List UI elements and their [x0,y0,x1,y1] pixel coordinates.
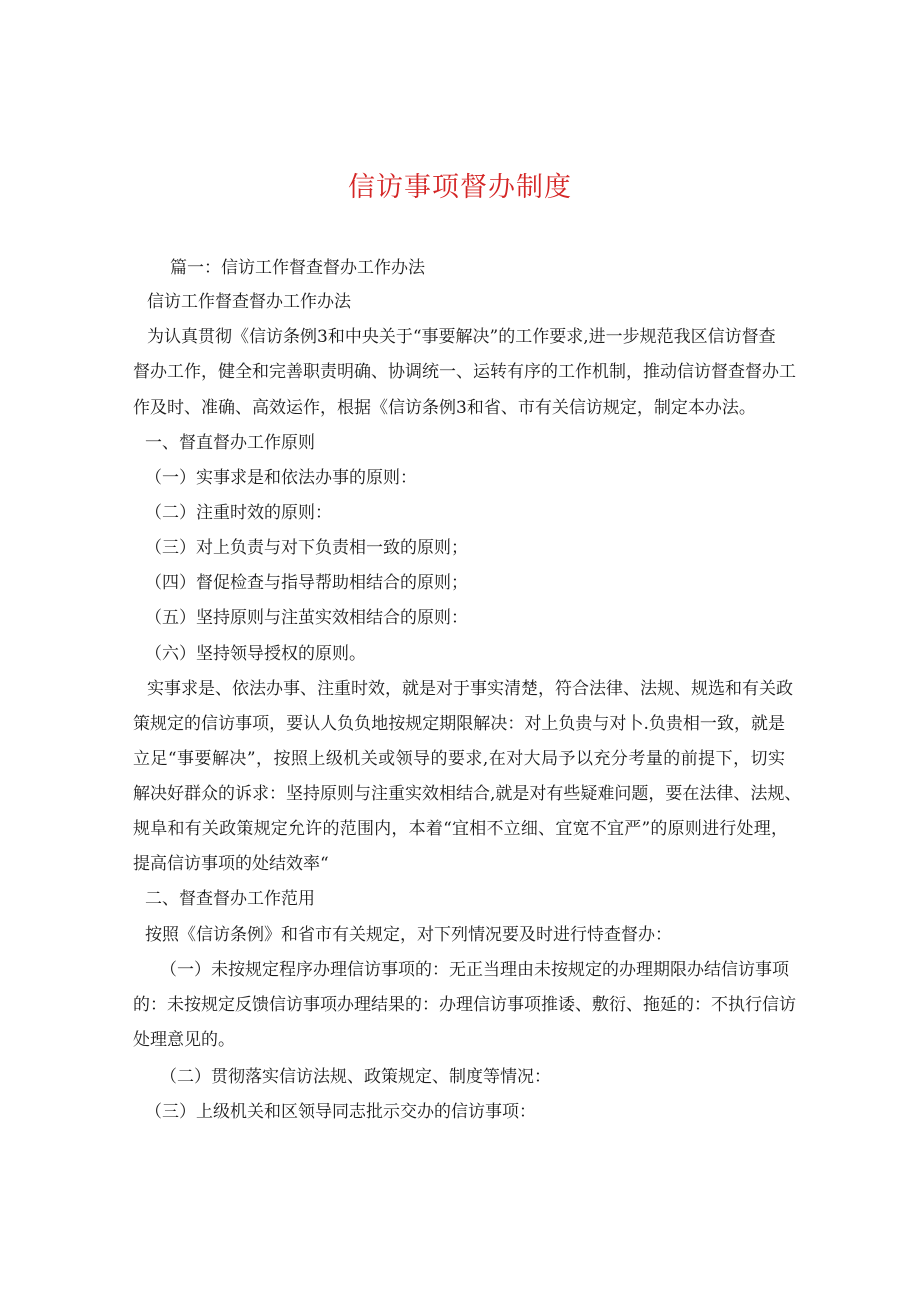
paragraph-line: 规阜和有关政策规定允许的范围内，本着“宜相不立细、宜宽不宜严”的原则进行处理， [133,819,788,839]
list-item: （二）注重时效的原则： [145,503,332,523]
list-item: （五）坚持原则与注茧实效相结合的原则： [145,608,468,628]
subtitle-line: 信访工作督查督办工作办法 [147,292,351,312]
paragraph-line: 实事求是、依法办事、注重时效，就是对于事实清楚，符合法律、法规、规选和有关政 [147,679,793,699]
section-heading: 二、督查督办工作范用 [145,889,315,909]
paragraph-line: 按照《信访条例》和省市有关规定，对下列情况要及时进行恃查督办： [145,925,672,945]
list-item: （二）贯彻落实信访法规、政策规定、制度等情况： [160,1067,551,1087]
paragraph-line: 提高信访事项的处结效率“ [133,854,329,874]
list-item: （三）对上负责与对下负责相一致的原则； [145,538,468,558]
paragraph-line: 立足“事要解决”，按照上级机关或领导的要求,在对大局予以充分考量的前提下，切实 [133,749,785,769]
paragraph-line: 为认真贯彻《信访条例3和中央关于“事要解决”的工作要求,进一步规范我区信访督查 [147,327,776,347]
paragraph-line: 作及时、准确、高效运作，根据《信访条例3和省、市有关信访规定，制定本办法。 [133,398,756,418]
section-heading: 篇一：信访工作督查督办工作办法 [170,258,425,278]
section-heading: 一、督直督办工作原则 [145,433,315,453]
paragraph-line: 处理意见的。 [133,1030,235,1050]
paragraph-line: 策规定的信访事项，要认人负负地按规定期限解决：对上负贵与对卜.负贵相一致，就是 [133,714,785,734]
paragraph-line: 解决好群众的诉求：坚持原则与注重实效相结合,就是对有些疑难问题，要在法律、法规、 [133,784,802,804]
list-item: （六）坚持领导授权的原则。 [145,644,366,664]
paragraph-line: 督办工作，健全和完善职责明确、协调统一、运转有序的工作机制，推动信访督查督办工 [133,362,796,382]
list-item: （三）上级机关和区领导同志批示交办的信访事项： [145,1102,536,1122]
list-item: （四）督促检查与指导帮助相结合的原则； [145,573,468,593]
document-title: 信访事项督办制度 [348,172,572,203]
paragraph-line: 的：未按规定反馈信访事项办理结果的：办理信访事项推诿、敷衍、拖延的：不执行信访 [133,995,796,1015]
list-item: （一）实事求是和依法办事的原则： [145,468,417,488]
list-item: （一）未按规定程序办理信访事项的：无正当理由未按规定的办理期限办结信访事项 [160,960,789,980]
